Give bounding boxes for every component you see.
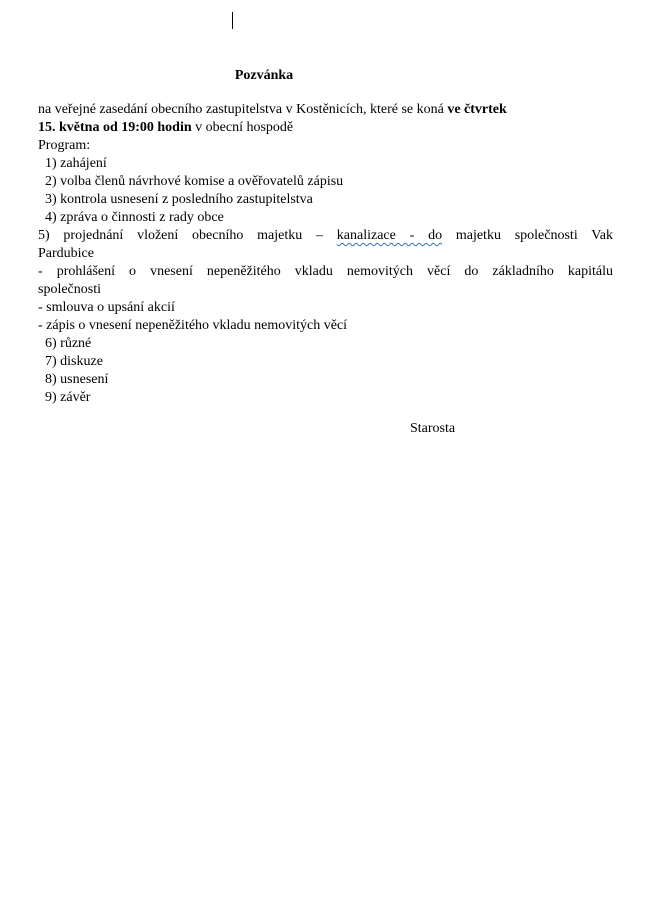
intro-text: na veřejné zasedání obecního zastupitelstva v Kostěnicích, které se koná <box>38 102 448 117</box>
program-item-7: 7) diskuze <box>38 354 103 369</box>
program-item-4: 4) zpráva o činnosti z rady obce <box>38 210 224 225</box>
intro-location: v obecní hospodě <box>191 120 294 135</box>
subitem-contribution-record: - zápis o vnesení nepeněžitého vkladu nemovitých věcí <box>38 318 348 333</box>
intro-line-2 <box>38 119 613 137</box>
program-item-6: 6) různé <box>38 336 92 351</box>
subitem-declaration: - prohlášení o vnesení nepeněžitého vkladu nemovitých věcí do základního kapitálu <box>38 264 613 279</box>
document-title: Pozvánka <box>234 68 294 83</box>
grammar-marked-text[interactable]: kanalizace - do <box>336 228 443 243</box>
intro-date-bold: 15. května od 19:00 hodin <box>38 120 192 135</box>
program-item-5 <box>38 227 613 245</box>
intro-line-1 <box>38 101 613 119</box>
program-item-5-end: majetku společnosti Vak <box>442 228 614 243</box>
program-item-5-start: 5) projednání vložení obecního majetku – <box>38 228 337 243</box>
text-cursor <box>232 12 233 29</box>
program-item-5-continued: Pardubice <box>38 246 94 261</box>
program-item-8: 8) usnesení <box>38 372 109 387</box>
program-item-2: 2) volba členů návrhové komise a ověřovatelů zápisu <box>38 174 344 189</box>
program-item-1: 1) zahájení <box>38 156 107 171</box>
program-label: Program: <box>38 138 91 153</box>
document-body[interactable] <box>38 101 613 407</box>
subitem-declaration-continued: společnosti <box>38 282 101 297</box>
program-item-9: 9) závěr <box>38 390 91 405</box>
program-item-3: 3) kontrola usnesení z posledního zastupitelstva <box>38 192 313 207</box>
subitem-share-agreement: - smlouva o upsání akcií <box>38 300 175 315</box>
intro-day-bold: ve čtvrtek <box>447 102 507 117</box>
signature-mayor: Starosta <box>410 421 456 436</box>
